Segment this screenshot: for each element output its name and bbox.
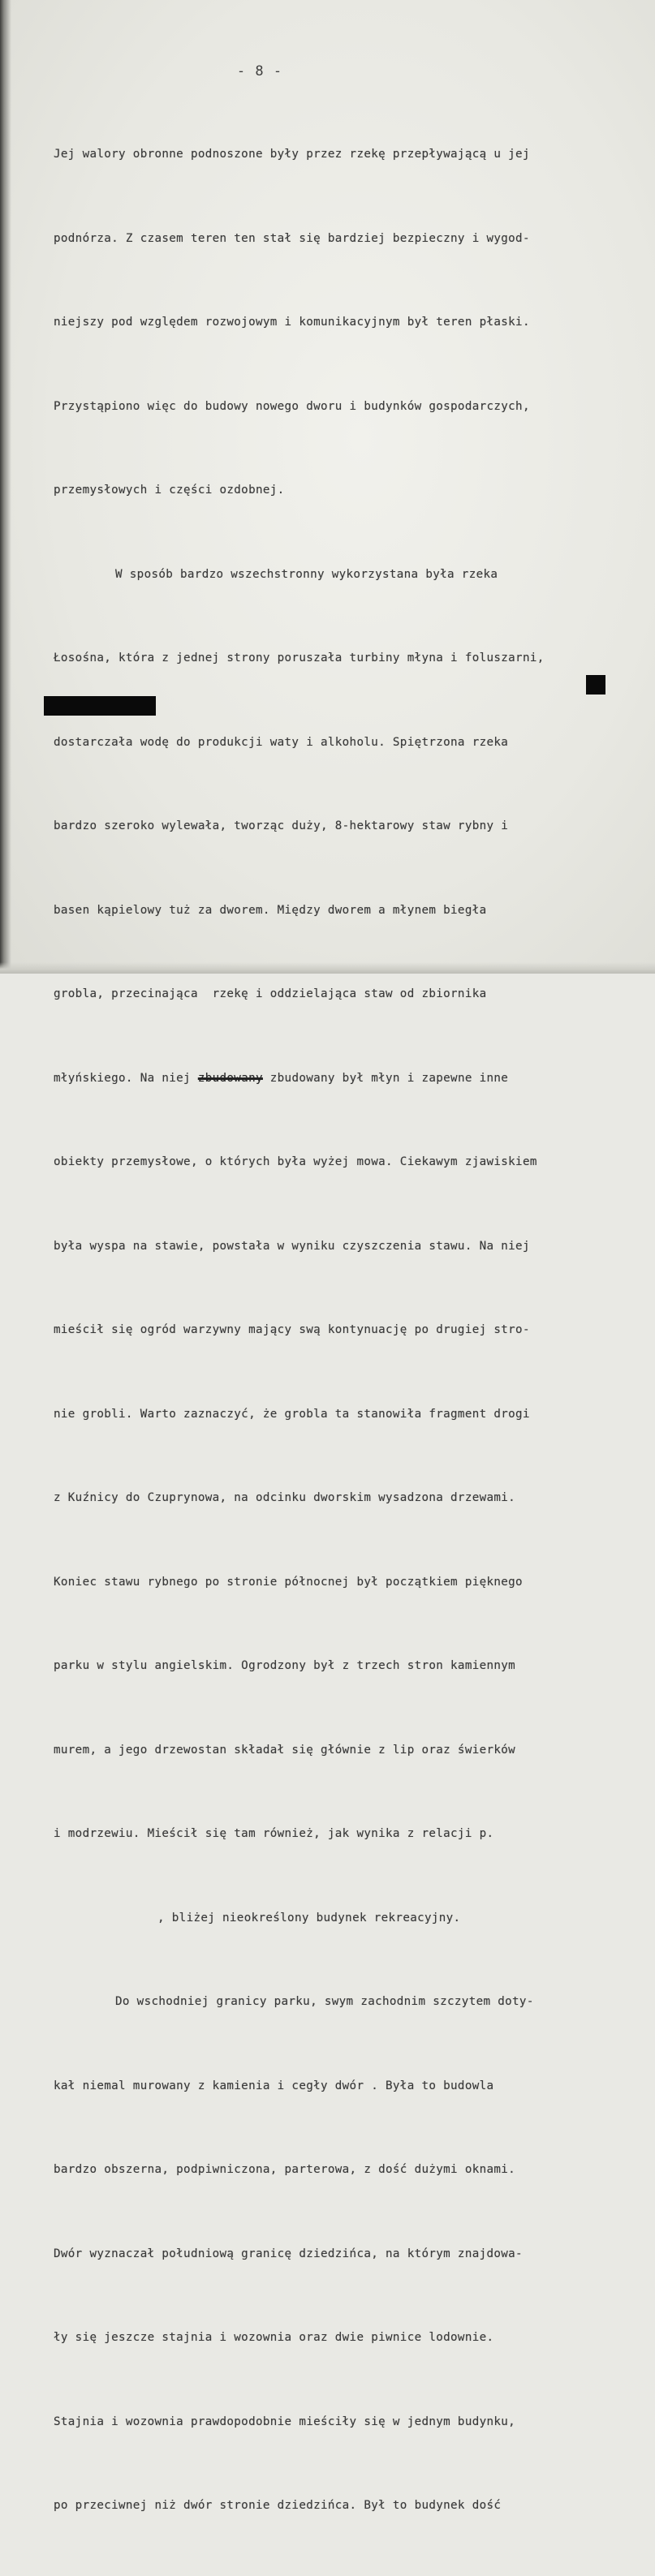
- page-number: - 8 -: [236, 63, 283, 80]
- text-segment: W sposób bardzo wszechstronny wykorzystana była rzeka: [115, 567, 498, 581]
- text-segment: , bliżej nieokreślony budynek rekreacyjny.: [157, 1911, 461, 1924]
- text-line: mieścił się ogród warzywny mający swą kontynuację po drugiej stro-: [54, 1323, 530, 1336]
- text-line: niejszy pod względem rozwojowym i komunikacyjnym był teren płaski.: [54, 316, 530, 329]
- text-line: Łosośna, która z jednej strony poruszała turbiny młyna i foluszarni,: [54, 652, 545, 664]
- text-segment: młyńskiego. Na niej: [54, 1071, 198, 1085]
- text-line: nie grobli. Warto zaznaczyć, że grobla ta stanowiła fragment drogi: [54, 1407, 530, 1421]
- struck-out-word: zbudowany: [197, 1071, 263, 1085]
- text-line: Koniec stawu rybnego po stronie północnej był początkiem pięknego: [54, 1575, 523, 1589]
- text-line: bardzo obszerna, podpiwniczona, parterowa, z dość dużymi oknami.: [54, 2163, 516, 2176]
- text-line: basen kąpielowy tuż za dworem. Między dworem a młynem biegła: [54, 903, 487, 917]
- text-line: obiekty przemysłowe, o których była wyżej mowa. Ciekawym zjawiskiem: [54, 1155, 537, 1168]
- text-segment: zbudowany był młyn i zapewne inne: [262, 1071, 509, 1085]
- text-line: podnórza. Z czasem teren ten stał się bardziej bezpieczny i wygod-: [54, 231, 530, 245]
- text-line: przemysłowych i części ozdobnej.: [54, 484, 285, 497]
- text-line: Przystąpiono więc do budowy nowego dworu i budynków gospodarczych,: [54, 399, 530, 413]
- text-line: parku w stylu angielskim. Ogrodzony był z trzech stron kamiennym: [54, 1659, 516, 1672]
- text-line: po przeciwnej niż dwór stronie dziedzińca. Był to budynek dość: [54, 2499, 502, 2512]
- text-line: [54, 1064, 646, 1093]
- scan-left-edge-shadow: [0, 0, 11, 974]
- text-line: Jej walory obronne podnoszone były przez rzekę przepływającą u jej: [54, 148, 530, 161]
- text-line: Dwór wyznaczał południową granicę dziedzińca, na którym znajdowa-: [54, 2247, 523, 2260]
- redaction-box: [586, 675, 605, 695]
- text-line: i modrzewiu. Mieścił się tam również, jak wynika z relacji p.: [54, 1827, 494, 1840]
- text-segment: Do wschodniej granicy parku, swym zachodnim szczytem doty-: [115, 1995, 534, 2008]
- body-text: [54, 84, 646, 2576]
- text-line: dostarczała wodę do produkcji waty i alkoholu. Spiętrzona rzeka: [54, 735, 509, 749]
- text-line: grobla, przecinająca rzekę i oddzielająca staw od zbiornika: [54, 987, 487, 1000]
- text-line: [54, 1904, 646, 1933]
- text-line: Stajnia i wozownia prawdopodobnie mieściły się w jednym budynku,: [54, 2415, 516, 2428]
- text-line: z Kuźnicy do Czuprynowa, na odcinku dworskim wysadzona drzewami.: [54, 1491, 516, 1504]
- text-line: kał niemal murowany z kamienia i cegły dwór . Była to budowla: [54, 2079, 494, 2092]
- text-line: [54, 1988, 646, 2016]
- text-line: murem, a jego drzewostan składał się głównie z lip oraz świerków: [54, 1743, 516, 1757]
- text-line: bardzo szeroko wylewała, tworząc duży, 8-hektarowy staw rybny i: [54, 819, 509, 832]
- text-line: ły się jeszcze stajnia i wozownia oraz dwie piwnice lodownie.: [54, 2331, 494, 2344]
- text-line: [54, 561, 646, 589]
- redaction-box: [44, 696, 156, 716]
- text-line: była wyspa na stawie, powstała w wyniku czyszczenia stawu. Na niej: [54, 1239, 530, 1253]
